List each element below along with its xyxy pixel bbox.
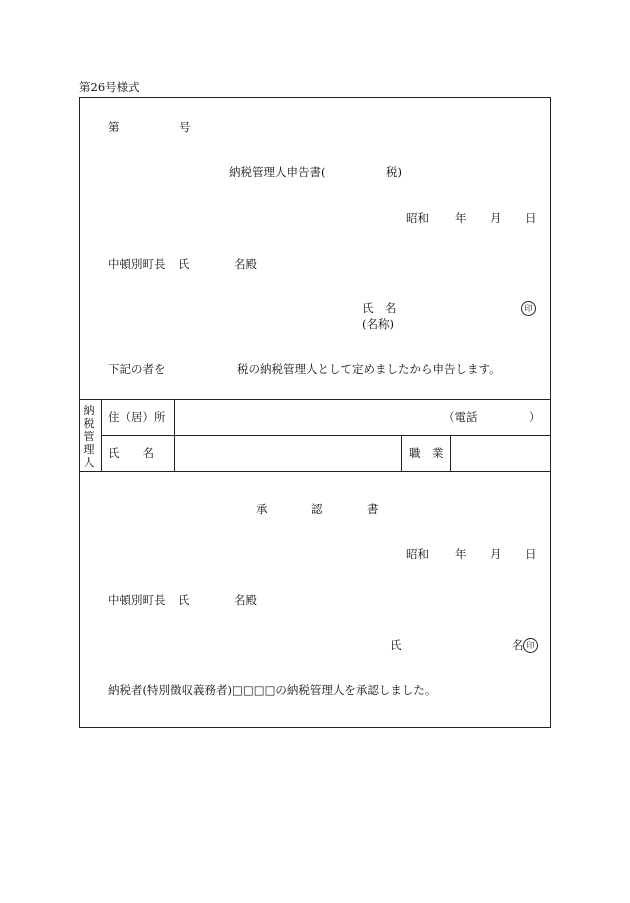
- approval-addressee-meidono: 名殿: [234, 593, 257, 607]
- table-col-divider-2: [174, 399, 175, 471]
- approval-signer-mei: 名: [512, 638, 524, 652]
- approval-addressee-shi: 氏: [178, 593, 190, 607]
- report-date-day: 日: [525, 211, 537, 225]
- table-col-divider-3: [401, 435, 402, 471]
- report-addressee-meidono: 名殿: [234, 257, 257, 271]
- table-top-border: [79, 399, 551, 400]
- table-col-divider-4: [450, 435, 451, 471]
- report-applicant-meisho-label: (名称): [362, 317, 394, 331]
- seal-icon: 印: [521, 301, 536, 316]
- table-middle-border: [101, 435, 551, 436]
- table-occupation-label: 職 業: [409, 446, 444, 460]
- report-date-year: 年: [455, 211, 467, 225]
- approval-title-char-1: 承: [256, 502, 268, 516]
- approval-signer-shi: 氏: [390, 638, 402, 652]
- seal-icon: 印: [523, 638, 538, 653]
- report-statement-left: 下記の者を: [108, 362, 166, 376]
- approval-title-char-2: 認: [311, 502, 323, 516]
- report-statement-right: 税の納税管理人として定めましたから申告します。: [237, 362, 501, 376]
- table-col-divider-1: [101, 399, 102, 471]
- approval-date-era: 昭和: [406, 547, 429, 561]
- report-applicant-name-label: 氏 名: [362, 301, 397, 315]
- report-addressee: 中頓別町長: [108, 257, 166, 271]
- approval-date-day: 日: [525, 547, 537, 561]
- table-bottom-border: [79, 471, 551, 472]
- report-title-left: 納税管理人申告書(: [229, 165, 326, 179]
- approval-title-char-3: 書: [367, 502, 379, 516]
- table-phone-label: （電話: [443, 410, 478, 424]
- report-title-right: 税): [386, 165, 402, 179]
- report-addressee-shi: 氏: [178, 257, 190, 271]
- table-name-label: 氏 名: [108, 446, 154, 460]
- report-date-month: 月: [490, 211, 502, 225]
- report-number-prefix: 第: [108, 120, 120, 134]
- approval-date-year: 年: [455, 547, 467, 561]
- table-address-label: 住（居）所: [108, 410, 166, 424]
- report-date-era: 昭和: [406, 211, 429, 225]
- form-number: 第26号様式: [79, 80, 140, 94]
- table-side-label: 納税管理人: [83, 404, 95, 469]
- report-number-suffix: 号: [179, 120, 191, 134]
- approval-date-month: 月: [490, 547, 502, 561]
- table-phone-close: ）: [529, 410, 541, 424]
- approval-statement: 納税者(特別徴収義務者)□□□□の納税管理人を承認しました。: [108, 683, 437, 697]
- approval-addressee: 中頓別町長: [108, 593, 166, 607]
